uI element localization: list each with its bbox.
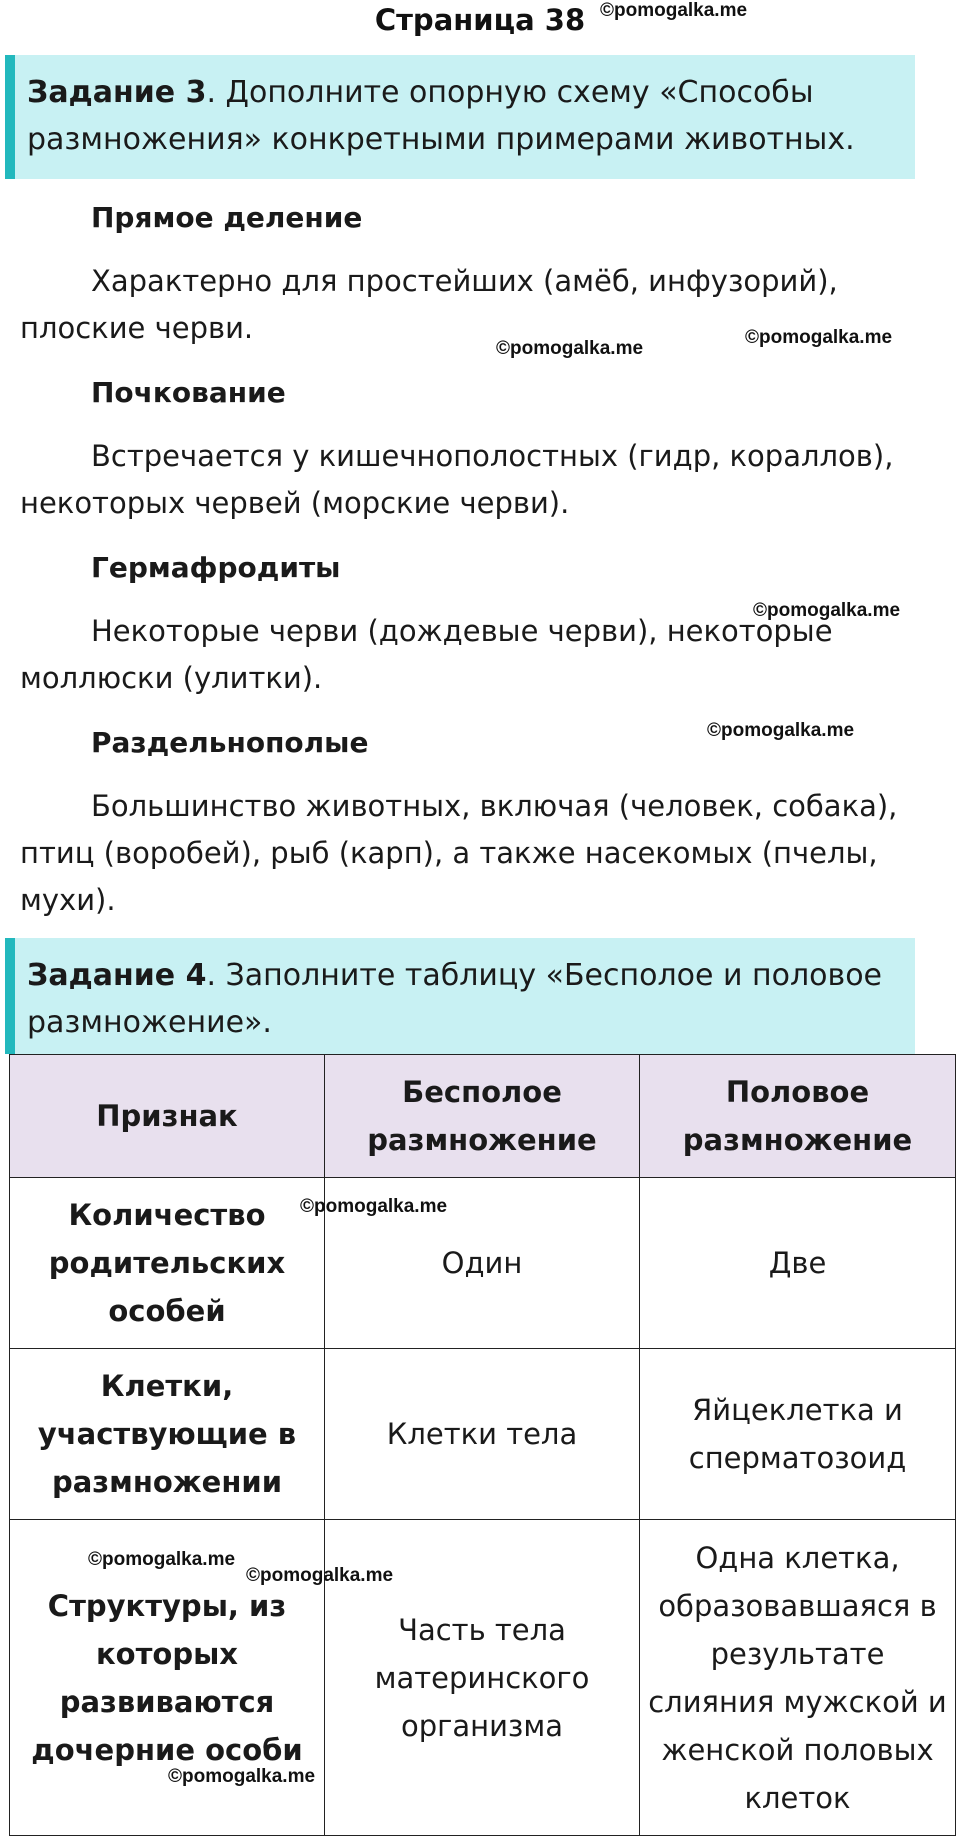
watermark: ©pomogalka.me (300, 1196, 448, 1217)
task-4-text: . Заполните таблицу «Бесполое и половое размножение». (27, 958, 883, 1040)
table-header: Бесполое размножение (325, 1055, 640, 1178)
watermark: ©pomogalka.me (745, 327, 893, 348)
table-cell: Одна клетка, образовавшаяся в результате слияния мужской и женской половых клеток (640, 1520, 956, 1836)
table-cell: Часть тела материнского организма (325, 1520, 640, 1836)
section-text-hermaphrodites: Некоторые черви (дождевые черви), некоторые моллюски (улитки). (20, 614, 833, 695)
reproduction-table (9, 1054, 956, 1836)
table-cell: Клетки тела (325, 1349, 640, 1520)
section-heading-direct-division: Прямое деление (91, 201, 363, 234)
watermark: ©pomogalka.me (88, 1549, 236, 1570)
task-4-box (5, 938, 915, 1054)
task-3-box (5, 55, 915, 179)
watermark: ©pomogalka.me (600, 0, 748, 21)
table-cell: Две (640, 1178, 956, 1349)
task-3-text: . Дополните опорную схему «Способы размножения» конкретными примерами животных. (27, 75, 855, 157)
watermark: ©pomogalka.me (168, 1766, 316, 1787)
table-cell: Один (325, 1178, 640, 1349)
table-row (10, 1178, 956, 1349)
watermark: ©pomogalka.me (753, 600, 901, 621)
section-heading-hermaphrodites: Гермафродиты (91, 551, 341, 584)
table-cell: Яйцеклетка и сперматозоид (640, 1349, 956, 1520)
watermark: ©pomogalka.me (496, 338, 644, 359)
table-row (10, 1349, 956, 1520)
task-3-label: Задание 3 (27, 75, 207, 110)
task-4-label: Задание 4 (27, 958, 207, 993)
watermark: ©pomogalka.me (246, 1565, 394, 1586)
table-header: Половое размножение (640, 1055, 956, 1178)
section-heading-dioecious: Раздельнополые (91, 726, 369, 759)
section-text-direct-division: Характерно для простейших (амёб, инфузорий), плоские черви. (20, 264, 838, 345)
section-text-budding: Встречается у кишечнополостных (гидр, кораллов), некоторых червей (морские черви). (20, 439, 894, 520)
table-cell-feature: Клетки, участвующие в размножении (10, 1349, 325, 1520)
page-title: Страница 38 (374, 3, 586, 37)
table-header-row (10, 1055, 956, 1178)
section-text-dioecious: Большинство животных, включая (человек, собака), птиц (воробей), рыб (карп), а также насекомых (пчелы, мухи). (20, 789, 898, 917)
table-cell-feature: Количество родительских особей (10, 1178, 325, 1349)
table-header: Признак (10, 1055, 325, 1178)
table-cell-feature: Структуры, из которых развиваются дочерние особи (10, 1520, 325, 1836)
watermark: ©pomogalka.me (707, 720, 855, 741)
section-heading-budding: Почкование (91, 376, 286, 409)
